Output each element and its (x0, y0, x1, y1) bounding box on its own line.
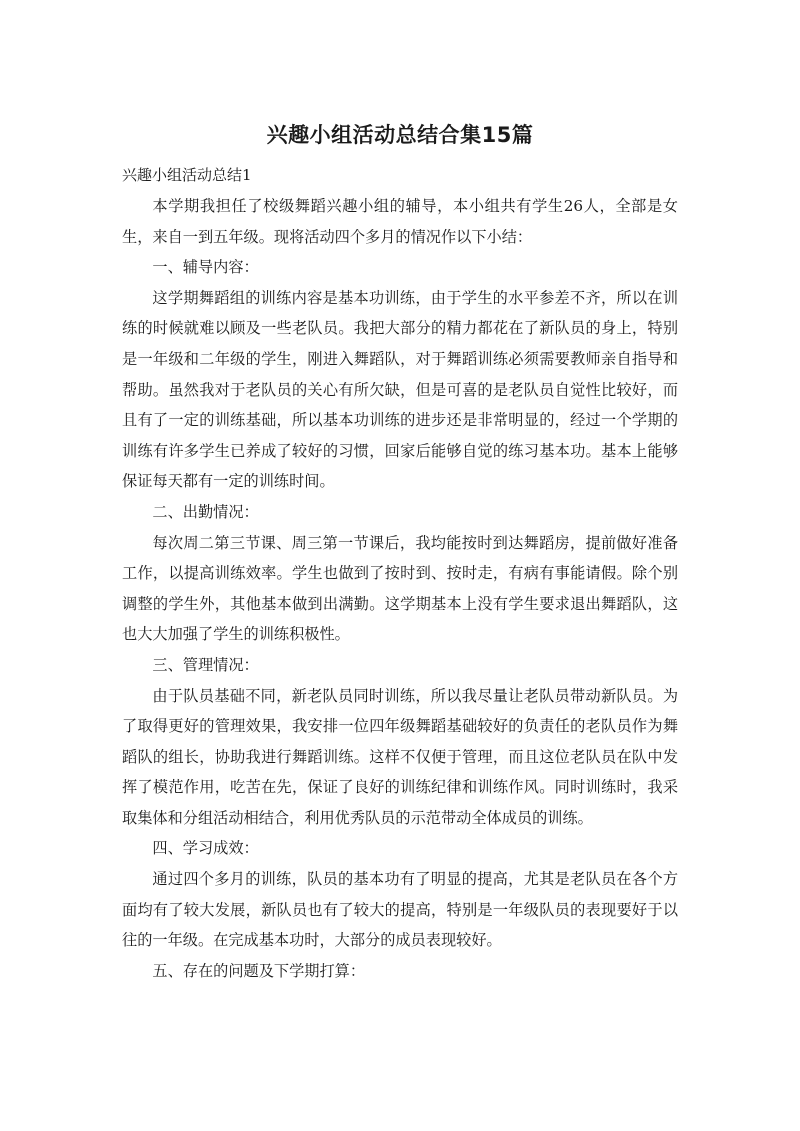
document-subtitle: 兴趣小组活动总结1 (122, 166, 252, 184)
paragraph-intro: 本学期我担任了校级舞蹈兴趣小组的辅导，本小组共有学生26人，全部是女生，来自一到五年级。现将活动四个多月的情况作以下小结： (122, 197, 678, 246)
document-title: 兴趣小组活动总结合集15篇 (266, 123, 534, 147)
paragraph-4: 通过四个多月的训练，队员的基本功有了明显的提高，尤其是老队员在各个方面均有了较大发展，新队员也有了较大的提高，特别是一年级队员的表现要好于以往的一年级。在完成基本功时，大部分的成员表现较好。 (122, 870, 678, 950)
section-heading-1: 一、辅导内容： (152, 258, 259, 277)
paragraph-1: 这学期舞蹈组的训练内容是基本功训练，由于学生的水平参差不齐，所以在训练的时候就难以顾及一些老队员。我把大部分的精力都花在了新队员的身上，特别是一年级和二年级的学生，刚进入舞蹈队，对于舞蹈训练必须需要教师亲自指导和帮助。虽然我对于老队员的关心有所欠缺，但是可喜的是老队员自觉性比较好，而且有了一定的训练基础，所以基本功训练的进步还是非常明显的，经过一个学期的训练有许多学生已养成了较好的习惯，回家后能够自觉的练习基本功。基本上能够保证每天都有一定的训练时间。 (122, 288, 678, 491)
paragraph-2: 每次周二第三节课、周三第一节课后，我均能按时到达舞蹈房，提前做好准备工作，以提高训练效率。学生也做到了按时到、按时走，有病有事能请假。除个别调整的学生外，其他基本做到出满勤。这学期基本上没有学生要求退出舞蹈队，这也大大加强了学生的训练积极性。 (122, 533, 678, 644)
section-heading-2: 二、出勤情况： (152, 502, 259, 521)
section-heading-5: 五、存在的问题及下学期打算： (152, 961, 366, 980)
paragraph-3: 由于队员基础不同，新老队员同时训练，所以我尽量让老队员带动新队员。为了取得更好的管理效果，我安排一位四年级舞蹈基础较好的负责任的老队员作为舞蹈队的组长，协助我进行舞蹈训练。这样不仅便于管理，而且这位老队员在队中发挥了模范作用，吃苦在先，保证了良好的训练纪律和训练作风。同时训练时，我采取集体和分组活动相结合，利用优秀队员的示范带动全体成员的训练。 (122, 686, 678, 827)
section-heading-4: 四、学习成效： (152, 839, 259, 858)
section-heading-3: 三、管理情况： (152, 655, 259, 674)
document-body (122, 191, 678, 986)
